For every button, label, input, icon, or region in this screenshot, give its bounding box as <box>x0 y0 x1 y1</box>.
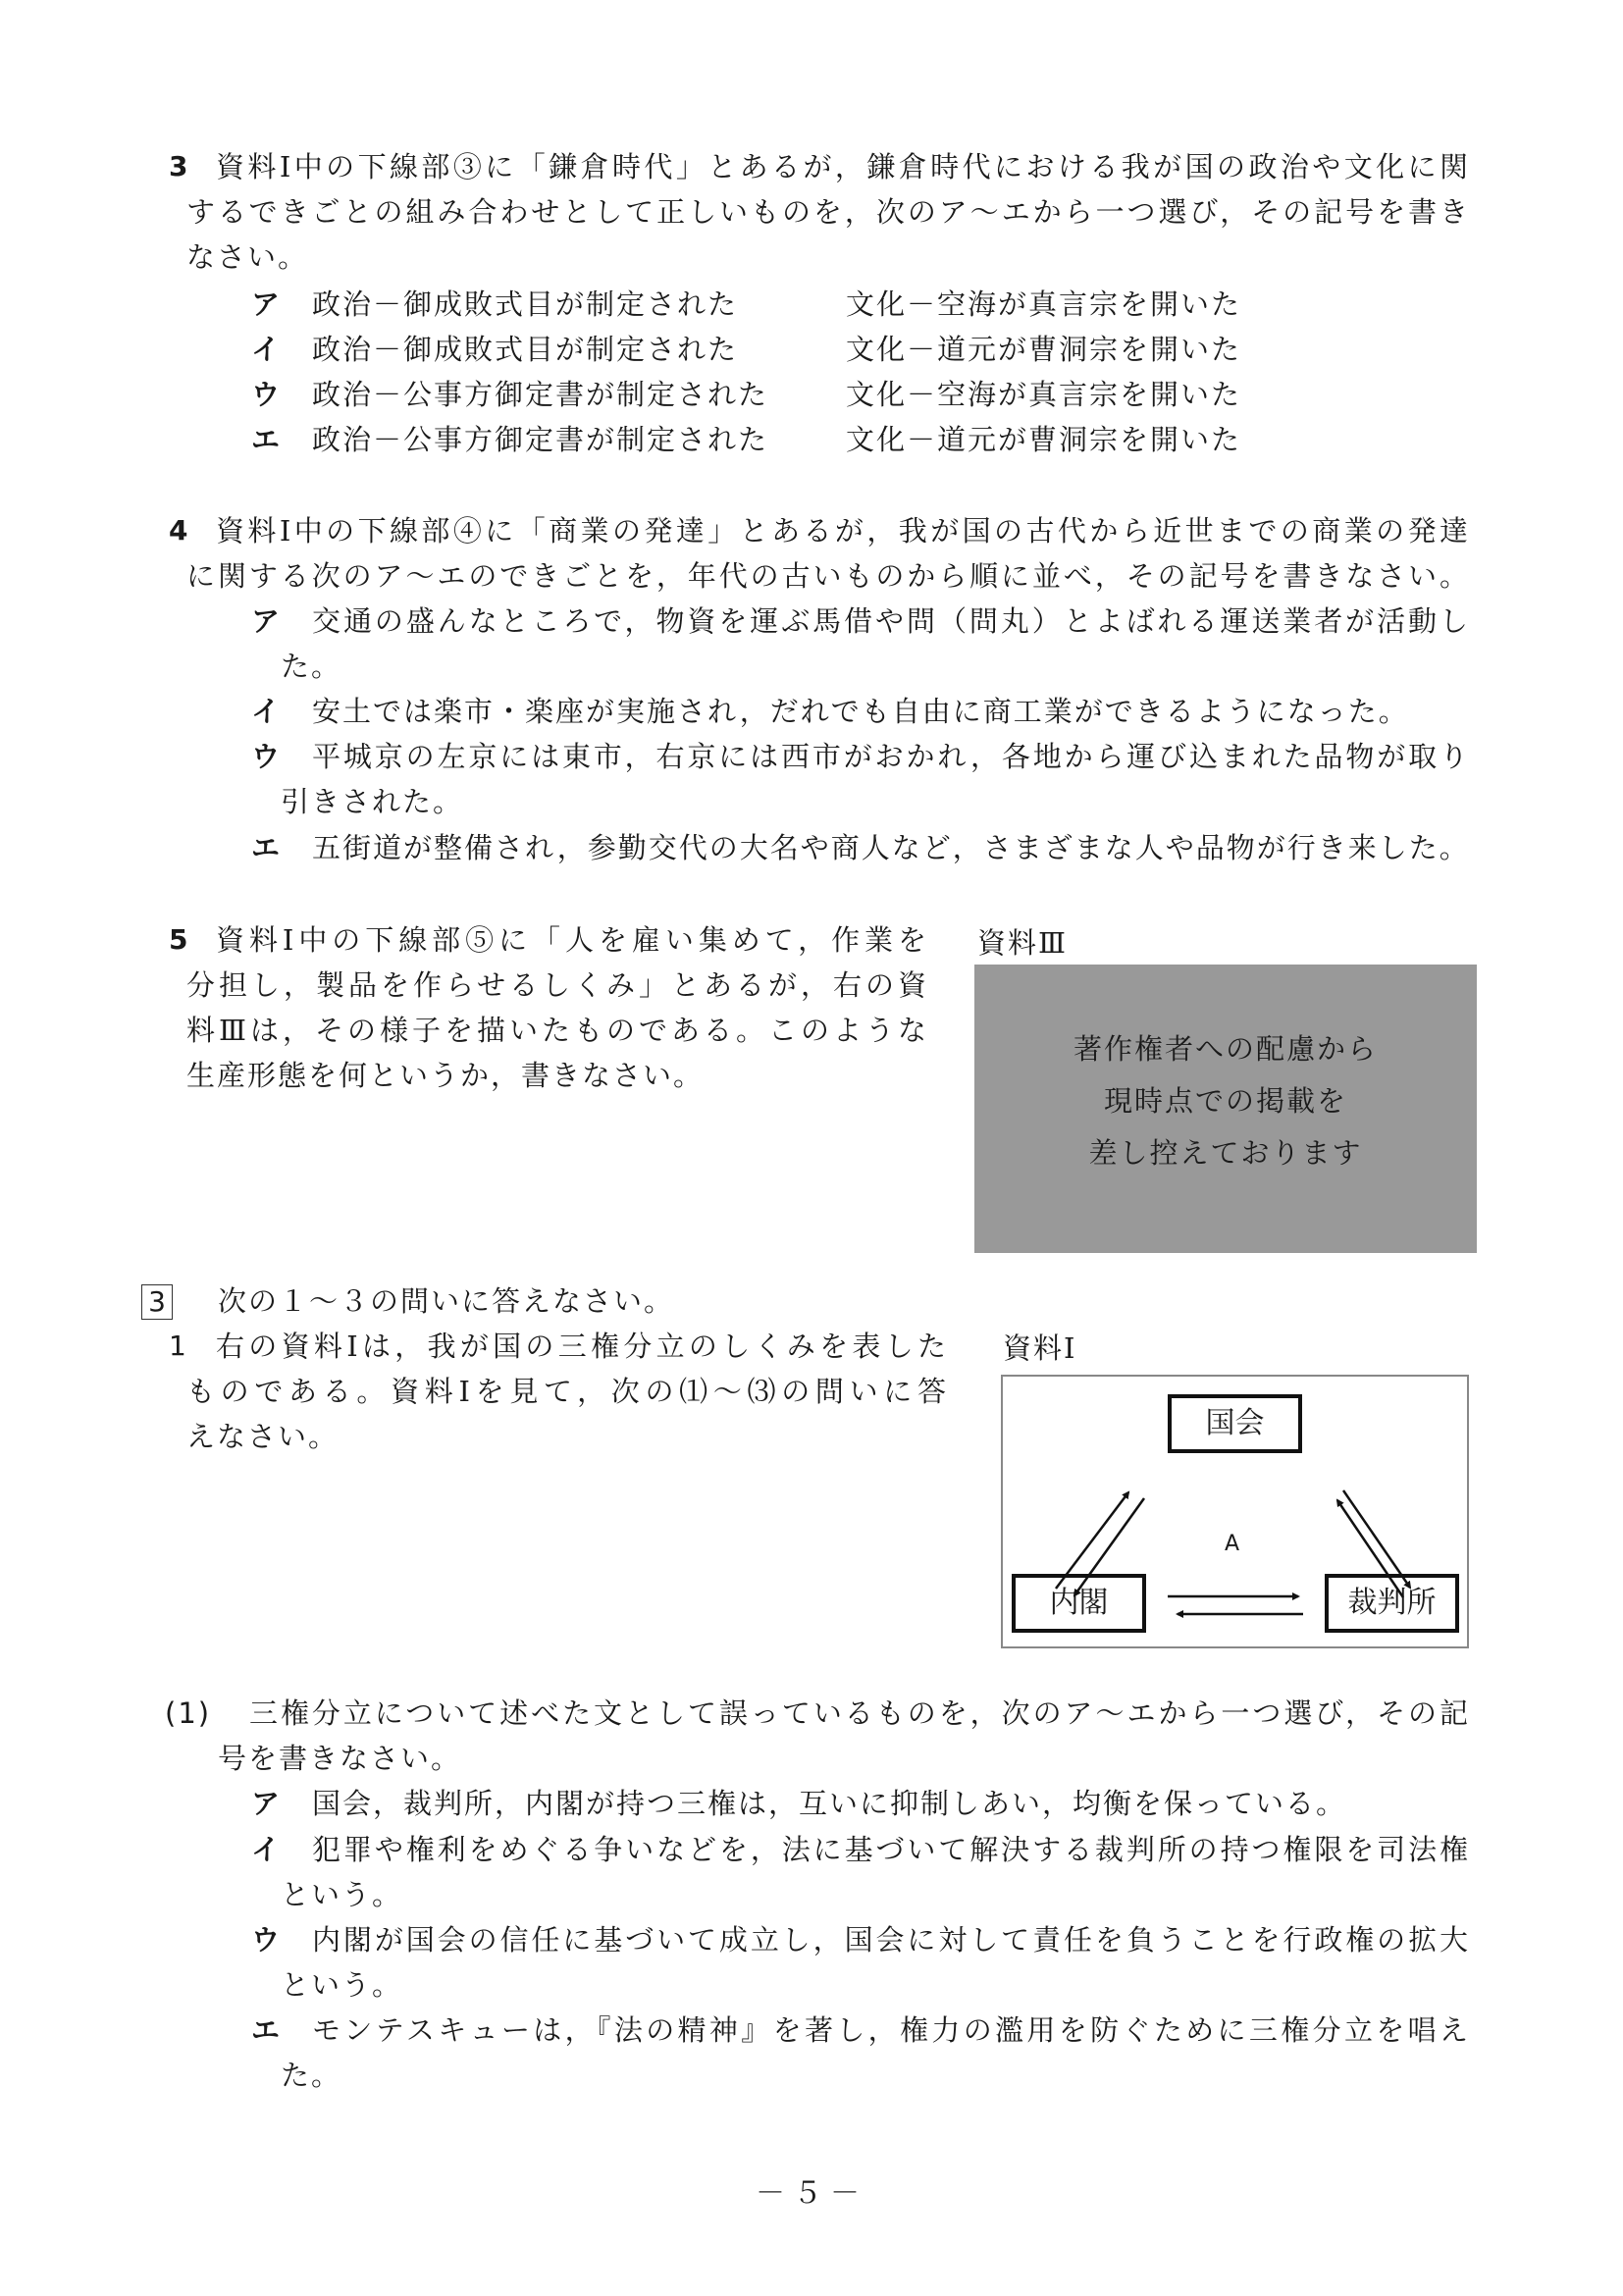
option-text-line: 五街道が整備され，参勤交代の大名や商人など，さまざまな人や品物が行き来した。 <box>312 831 1470 864</box>
option-text-line: 安土では楽市・楽座が実施され，だれでも自由に商工業ができるようになった。 <box>312 695 1409 728</box>
option-text-line: という。 <box>281 1878 403 1911</box>
arrow-diet-to-cabinet <box>1074 1498 1144 1595</box>
option-label: イ <box>251 695 283 728</box>
question-text-line: 三権分立について述べた文として誤っているものを，次のア～エから一つ選び，その記 <box>249 1696 1470 1730</box>
option-label: エ <box>251 831 283 864</box>
question-text-line: 資料Ⅰ中の下線部④に「商業の発達」とあるが，我が国の古代から近世までの商業の発達 <box>216 514 1470 548</box>
node-court: 裁判所 <box>1325 1574 1459 1633</box>
option-culture: 文化－道元が曹洞宗を開いた <box>846 423 1242 456</box>
question-number: 5 <box>169 923 188 956</box>
option-culture: 文化－空海が真言宗を開いた <box>846 287 1242 321</box>
option-text-line: モンテスキューは，『法の精神』を著し，権力の濫用を防ぐために三権分立を唱え <box>312 2013 1470 2047</box>
section-number-box: 3 <box>141 1284 173 1320</box>
option-label: ウ <box>251 378 283 411</box>
question-number: 3 <box>169 150 188 183</box>
option-text-line: 交通の盛んなところで，物資を運ぶ馬借や問（問丸）とよばれる運送業者が活動し <box>312 604 1470 638</box>
option-politics: 政治－公事方御定書が制定された <box>312 423 769 456</box>
question-text-line: えなさい。 <box>186 1420 340 1453</box>
figure-label: 資料Ⅲ <box>977 926 1068 960</box>
option-culture: 文化－道元が曹洞宗を開いた <box>846 333 1242 366</box>
option-politics: 政治－御成敗式目が制定された <box>312 333 739 366</box>
option-label: イ <box>251 333 283 366</box>
question-text-line: するできごとの組み合わせとして正しいものを，次のア～エから一つ選び，その記号を書き <box>186 195 1470 229</box>
option-text-line: 引きされた。 <box>281 785 464 818</box>
option-text-line: た。 <box>281 2059 342 2092</box>
option-label: ア <box>251 287 283 321</box>
question-text-line: 資料Ⅰ中の下線部③に「鎌倉時代」とあるが，鎌倉時代における我が国の政治や文化に関 <box>216 150 1470 183</box>
arrow-cabinet-to-diet <box>1056 1492 1128 1589</box>
arrow-label-a: A <box>1225 1532 1240 1556</box>
option-label: ウ <box>251 740 283 773</box>
option-politics: 政治－御成敗式目が制定された <box>312 287 739 321</box>
question-text-line: に関する次のア～エのできごとを，年代の古いものから順に並べ，その記号を書きなさい。 <box>186 559 1470 593</box>
question-text-line: 分担し，製品を作らせるしくみ」とあるが，右の資 <box>186 968 928 1002</box>
question-text-line: なさい。 <box>186 240 309 274</box>
question-text-line: 料Ⅲは，その様子を描いたものである。このような <box>186 1014 928 1047</box>
option-label: イ <box>251 1833 283 1866</box>
node-cabinet: 内閣 <box>1012 1574 1146 1633</box>
question-text-line: 生産形態を何というか，書きなさい。 <box>186 1059 705 1092</box>
arrow-court-to-diet <box>1337 1500 1403 1597</box>
question-text-line: 右の資料Ⅰは，我が国の三権分立のしくみを表した <box>216 1330 948 1363</box>
section-heading: 次の１～３の問いに答えなさい。 <box>218 1284 675 1318</box>
option-text-line: 内閣が国会の信任に基づいて成立し，国会に対して責任を負うことを行政権の拡大 <box>312 1923 1470 1957</box>
arrow-diet-to-court <box>1343 1490 1410 1588</box>
sub-question-number: (1) <box>165 1696 212 1730</box>
option-text-line: た。 <box>281 650 342 683</box>
option-label: ア <box>251 604 283 638</box>
option-text-line: 犯罪や権利をめぐる争いなどを，法に基づいて解決する裁判所の持つ権限を司法権 <box>312 1833 1470 1866</box>
placeholder-line: 現時点での掲載を <box>1103 1084 1347 1118</box>
option-politics: 政治－公事方御定書が制定された <box>312 378 769 411</box>
page-number: －５－ <box>756 2176 867 2211</box>
option-label: ウ <box>251 1923 283 1957</box>
option-text-line: 平城京の左京には東市，右京には西市がおかれ，各地から運び込まれた品物が取り <box>312 740 1470 773</box>
option-culture: 文化－空海が真言宗を開いた <box>846 378 1242 411</box>
question-number: 4 <box>169 514 188 547</box>
option-label: エ <box>251 2013 283 2047</box>
figure-label: 資料Ⅰ <box>1003 1331 1077 1365</box>
diagram-arrows <box>1001 1375 1469 1648</box>
question-text-line: 資料Ⅰ中の下線部⑤に「人を雇い集めて，作業を <box>216 923 928 957</box>
option-label: エ <box>251 423 283 456</box>
option-text-line: という。 <box>281 1968 403 2002</box>
placeholder-line: 著作権者への配慮から <box>1073 1032 1378 1066</box>
question-number: 1 <box>169 1330 186 1362</box>
question-text-line: ものである。資料Ⅰを見て，次の⑴～⑶の問いに答 <box>186 1375 948 1408</box>
placeholder-line: 差し控えております <box>1088 1136 1363 1170</box>
question-text-line: 号を書きなさい。 <box>218 1742 462 1775</box>
separation-of-powers-diagram <box>1001 1375 1469 1648</box>
option-label: ア <box>251 1787 283 1820</box>
node-diet: 国会 <box>1168 1394 1302 1453</box>
copyright-placeholder <box>974 965 1477 1253</box>
option-text-line: 国会，裁判所，内閣が持つ三権は，互いに抑制しあい，均衡を保っている。 <box>312 1787 1347 1820</box>
